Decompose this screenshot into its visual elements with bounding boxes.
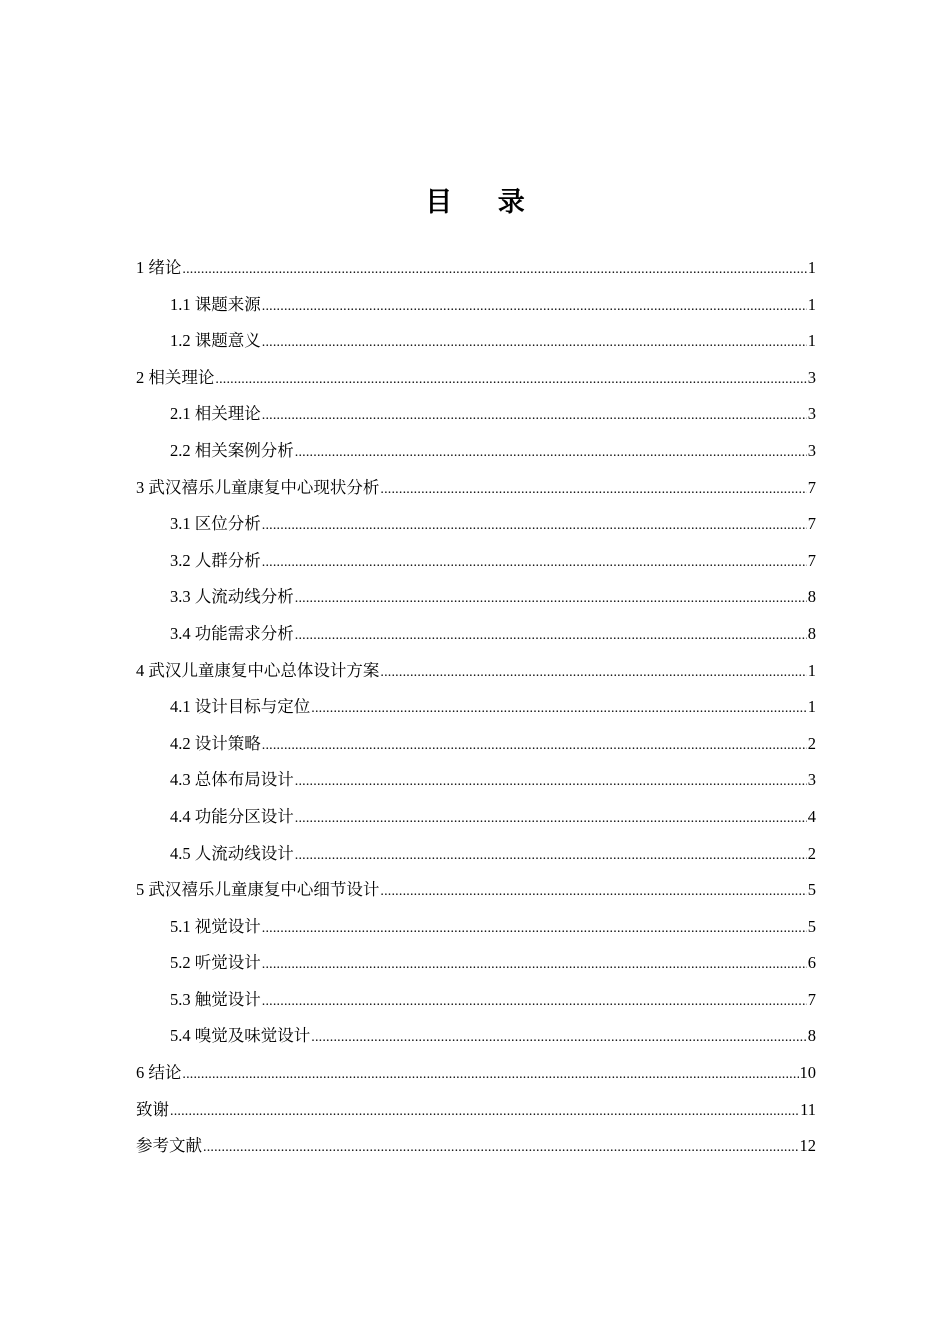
toc-dot-leader	[380, 472, 806, 509]
toc-dot-leader	[262, 325, 807, 362]
toc-entry-label: 2.2 相关案例分析	[170, 440, 294, 460]
toc-dot-leader	[182, 1057, 798, 1094]
toc-entry-chapter[interactable]	[136, 653, 816, 690]
toc-entry-label: 4.3 总体布局设计	[170, 770, 294, 790]
toc-entry-chapter[interactable]	[136, 1055, 816, 1092]
toc-entry-label: 4 武汉儿童康复中心总体设计方案	[136, 660, 380, 680]
toc-entry-section[interactable]	[136, 543, 816, 580]
toc-dot-leader	[295, 764, 807, 801]
toc-entry-page-number: 7	[807, 550, 816, 570]
toc-entry-page-number: 6	[807, 953, 816, 973]
toc-entry-page-number: 1	[807, 697, 816, 717]
toc-entry-chapter[interactable]	[136, 360, 816, 397]
toc-dot-leader	[295, 801, 807, 838]
toc-dot-leader	[262, 947, 807, 984]
toc-entry-page-number: 3	[807, 404, 816, 424]
toc-entry-page-number: 5	[807, 880, 816, 900]
toc-dot-leader	[262, 984, 807, 1021]
toc-entry-page-number: 8	[807, 623, 816, 643]
toc-entry-chapter[interactable]	[136, 872, 816, 909]
toc-entry-section[interactable]	[136, 726, 816, 763]
toc-entry-label: 5.1 视觉设计	[170, 916, 261, 936]
toc-dot-leader	[170, 1094, 799, 1131]
toc-entry-page-number: 8	[807, 587, 816, 607]
toc-entry-label: 3.1 区位分析	[170, 514, 261, 534]
toc-entry-chapter[interactable]	[136, 250, 816, 287]
toc-entry-page-number: 7	[807, 477, 816, 497]
toc-dot-leader	[215, 362, 806, 399]
toc-entry-label: 6 结论	[136, 1063, 182, 1083]
toc-dot-leader	[295, 435, 807, 472]
toc-entry-page-number: 7	[807, 514, 816, 534]
toc-entry-page-number: 2	[807, 733, 816, 753]
toc-entry-label: 1 绪论	[136, 258, 182, 277]
toc-entry-section[interactable]	[136, 982, 816, 1019]
toc-dot-leader	[203, 1130, 799, 1167]
toc-entry-page-number: 7	[807, 989, 816, 1009]
toc-dot-leader	[295, 618, 807, 655]
toc-dot-leader	[262, 728, 807, 765]
toc-entry-label: 2 相关理论	[136, 367, 215, 387]
toc-entry-label: 2.1 相关理论	[170, 404, 261, 424]
toc-entry-section[interactable]	[136, 433, 816, 470]
toc-entry-chapter[interactable]	[136, 1092, 816, 1129]
toc-entry-page-number: 8	[807, 1026, 816, 1046]
toc-entry-page-number: 2	[807, 843, 816, 863]
toc-entry-label: 5.2 听觉设计	[170, 953, 261, 973]
toc-entry-page-number: 3	[807, 770, 816, 790]
toc-entry-label: 4.5 人流动线设计	[170, 843, 294, 863]
toc-entry-label: 5.3 触觉设计	[170, 989, 261, 1009]
toc-entry-page-number: 3	[807, 367, 816, 387]
toc-entry-section[interactable]	[136, 799, 816, 836]
toc-entry-section[interactable]	[136, 689, 816, 726]
toc-entry-label: 1.1 课题来源	[170, 294, 261, 314]
toc-entry-chapter[interactable]	[136, 1128, 816, 1165]
toc-entry-page-number: 11	[800, 1099, 816, 1119]
toc-entry-label: 1.2 课题意义	[170, 331, 261, 351]
toc-dot-leader	[380, 874, 806, 911]
toc-entry-section[interactable]	[136, 616, 816, 653]
toc-entry-page-number: 1	[807, 331, 816, 351]
toc-dot-leader	[295, 581, 807, 618]
toc-entry-label: 3.2 人群分析	[170, 550, 261, 570]
toc-dot-leader	[262, 289, 807, 326]
toc-dot-leader	[262, 911, 807, 948]
toc-entry-label: 5.4 嗅觉及味觉设计	[170, 1026, 311, 1046]
toc-dot-leader	[380, 655, 806, 692]
toc-entry-page-number: 1	[807, 660, 816, 680]
toc-entry-page-number: 5	[807, 916, 816, 936]
toc-entry-section[interactable]	[136, 506, 816, 543]
toc-entry-label: 4.1 设计目标与定位	[170, 697, 311, 717]
toc-dot-leader	[262, 545, 807, 582]
toc-entry-label: 3 武汉禧乐儿童康复中心现状分析	[136, 477, 380, 497]
toc-entry-label: 5 武汉禧乐儿童康复中心细节设计	[136, 880, 380, 900]
toc-entry-section[interactable]	[136, 836, 816, 873]
toc-entry-label: 3.4 功能需求分析	[170, 623, 294, 643]
toc-entry-page-number: 4	[807, 806, 816, 826]
toc-dot-leader	[262, 398, 807, 435]
toc-entry-page-number: 1	[807, 294, 816, 314]
toc-entry-page-number: 12	[799, 1136, 816, 1156]
toc-dot-leader	[182, 252, 806, 289]
toc-entry-label: 致谢	[136, 1099, 169, 1119]
toc-entry-section[interactable]	[136, 323, 816, 360]
toc-entry-page-number: 3	[807, 440, 816, 460]
toc-title: 目 录	[425, 187, 543, 218]
toc-entry-section[interactable]	[136, 1018, 816, 1055]
toc-dot-leader	[311, 1020, 807, 1057]
toc-dot-leader	[262, 508, 807, 545]
toc-entry-section[interactable]	[136, 909, 816, 946]
toc-entry-page-number: 1	[807, 258, 816, 277]
toc-entry-label: 4.2 设计策略	[170, 733, 261, 753]
toc-entry-chapter[interactable]	[136, 470, 816, 507]
toc-entry-section[interactable]	[136, 945, 816, 982]
toc-entry-label: 参考文献	[136, 1136, 202, 1156]
toc-dot-leader	[295, 838, 807, 875]
toc-list	[136, 250, 816, 1165]
toc-entry-section[interactable]	[136, 762, 816, 799]
toc-entry-section[interactable]	[136, 287, 816, 324]
toc-entry-page-number: 10	[799, 1063, 816, 1083]
toc-entry-section[interactable]	[136, 396, 816, 433]
toc-entry-label: 4.4 功能分区设计	[170, 806, 294, 826]
toc-entry-section[interactable]	[136, 579, 816, 616]
toc-dot-leader	[311, 691, 807, 728]
toc-entry-label: 3.3 人流动线分析	[170, 587, 294, 607]
